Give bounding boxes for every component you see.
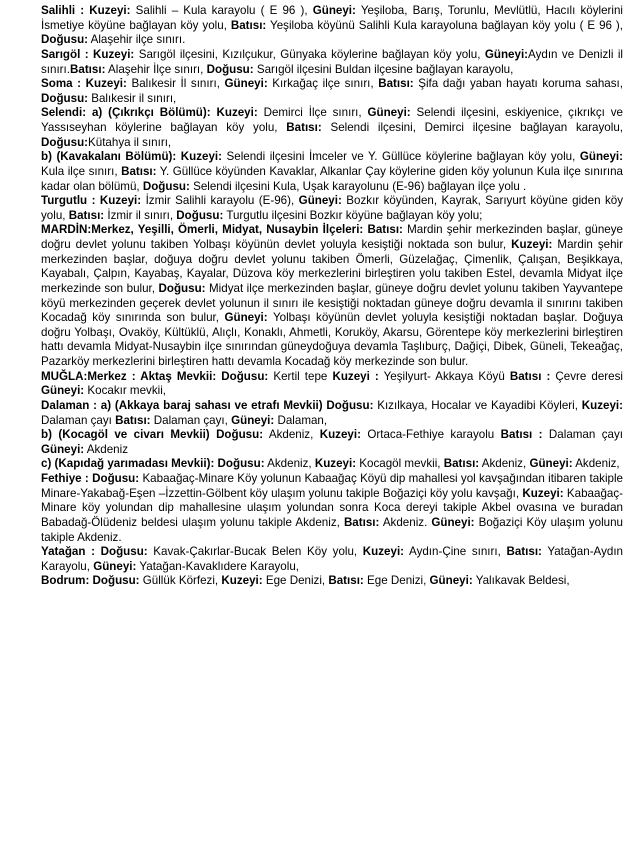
text-segment: Kabaağaç-Minare köy yolundan dip mahallesine ulaşım yolundan sonra Koca dereyi takiple Akbel ovasına ve buradan Babadağ-Ölüdeniz beldesi ulaşım yolunu takiple Akdeniz, [41, 486, 623, 529]
bold-segment: Doğusu: [158, 281, 206, 295]
bold-segment: Batısı: [121, 164, 157, 178]
paragraph [7, 370, 623, 399]
bold-segment: Merkez, Yeşilli, Ömerli, Midyat, Nusaybin İlçeleri: [91, 223, 368, 237]
paragraph-text [7, 457, 623, 472]
text-segment: Akdeniz [84, 442, 128, 456]
text-segment: Dalaman çayı [542, 428, 623, 442]
text-segment: Kavak-Çakırlar-Bucak Belen Köy yolu, [147, 545, 363, 559]
text-segment: Kızılkaya, Hocalar ve Kayadibi Köyleri, [373, 398, 582, 412]
paragraph-text [7, 106, 623, 150]
bold-segment: Soma : [41, 77, 86, 91]
bold-segment: Güneyi: [41, 384, 85, 398]
paragraph-text [7, 472, 623, 545]
paragraph-text [7, 194, 623, 223]
text-segment: İzmir Salihli karayolu (E-96), [141, 194, 299, 208]
bold-segment: Yatağan : [41, 545, 101, 559]
text-segment: Selendi ilçesini İmceler ve Y. Güllüce köylerine bağlayan köy yolu, [222, 150, 580, 164]
paragraph-text [7, 428, 623, 457]
bold-segment: Güneyi: [484, 47, 529, 61]
text-segment: Yalıkavak Beldesi, [472, 574, 570, 588]
bold-segment: Doğusu: [217, 457, 265, 471]
bold-segment: Güneyi: [579, 150, 624, 164]
bold-segment: Batısı: [70, 62, 106, 76]
paragraph [7, 4, 623, 48]
bold-segment: Kuzeyi: [221, 574, 263, 588]
bold-segment: Kuzeyi: [180, 150, 223, 164]
text-segment: Yeşilyurt- Akkaya Köyü [378, 369, 510, 383]
bold-segment: Kuzeyi: [99, 194, 142, 208]
bold-segment: Güneyi: [41, 442, 85, 456]
bold-segment: Batısı: [328, 574, 364, 588]
text-segment: Yeşiloba köyünü Salihli Kula karayoluna bağlayan köy yolu ( E 96 ), [266, 18, 623, 32]
bold-segment: Batısı: [343, 515, 380, 529]
text-segment: Dalaman, [274, 413, 328, 427]
text-segment: Kula ilçe sınırı, [41, 164, 122, 178]
paragraph-text [7, 4, 623, 48]
paragraph [7, 223, 623, 369]
text-segment: Yatağan-Aydın Karayolu, [41, 545, 623, 573]
bold-segment: Kuzeyi: [511, 238, 553, 251]
text-segment: Kertil tepe [268, 369, 333, 383]
text-segment: Kırkağaç ilçe sınırı, [267, 77, 379, 91]
paragraph [7, 457, 623, 472]
text-segment: Sarıgöl ilçesini, Kızılçukur, Günyaka köylerine bağlayan köy yolu, [134, 47, 485, 61]
text-segment: Demirci İlçe sınırı, [257, 106, 368, 120]
text-segment: Akdeniz, [479, 457, 530, 471]
bold-segment: MARDİN [41, 223, 88, 237]
bold-segment: Doğusu: [41, 91, 89, 105]
paragraph-text [7, 399, 623, 428]
text-segment: Şifa dağı yaban hayatı koruma sahası, [413, 77, 623, 91]
text-segment: Çevre deresi [550, 369, 623, 383]
bold-segment: Güneyi: [431, 515, 475, 529]
text-segment: Kütahya il sınırı, [88, 135, 172, 149]
text-segment: Turgutlu ilçesini Bozkır köyüne bağlayan köy yolu; [223, 208, 483, 222]
bold-segment: Batısı: [443, 457, 480, 471]
bold-segment: Güneyi: [367, 106, 411, 120]
text-segment: Bozkır köyünden, Kayrak, Sarıyurt köyüne giden köy yolu, [41, 194, 624, 222]
text-segment: Aydın ve Denizli il sınırı. [41, 47, 623, 76]
bold-segment: Kuzeyi: [85, 77, 127, 91]
text-segment: İzmir il sınırı, [104, 208, 177, 222]
bold-segment: Batısı : [509, 369, 551, 383]
bold-segment: Doğusu: [100, 545, 148, 559]
paragraph [7, 472, 623, 545]
paragraph-text [7, 545, 623, 574]
bold-segment: Güneyi: [224, 77, 268, 91]
text-segment: Midyat ilçe merkezinden başlar, güneye doğru devlet yolunu takiben Yayvantepe köyü merkezinden geçerek devlet yolunun il sınırı ile kesiştiği noktadan güneye doğru devamla il sınırını takiben Kocadağ köy sınırında son bulur, [41, 281, 623, 325]
bold-segment: Kuzeyi: [362, 545, 405, 559]
paragraph-text [7, 223, 623, 369]
paragraph [7, 106, 623, 150]
bold-segment: c) (Kapıdağ yarımadası Mevkii): [41, 457, 218, 471]
bold-segment: Güneyi: [224, 311, 268, 325]
paragraph-text [7, 77, 623, 106]
text-segment: Yeşiloba, Barış, Torunlu, Mevlütlü, Hacılı köylerini İsmetiye köyüne bağlayan köy yolu, [41, 4, 623, 32]
bold-segment: Kuzeyi : [332, 369, 379, 383]
bold-segment: Kuzeyi: [93, 47, 135, 61]
paragraph [7, 150, 623, 194]
bold-segment: Güneyi: [429, 574, 473, 588]
bold-segment: : [87, 223, 92, 237]
text-segment: Y. Güllüce köyünden Kavaklar, Alkanlar Çay köylerine giden köy yolunun Kula ilçe sınırına kadar olan bölümü, [41, 164, 623, 193]
paragraph-text [7, 150, 623, 194]
text-segment: Boğaziçi Köy ulaşım yolunu takiple Akdeniz. [41, 515, 623, 544]
bold-segment: b) (Kavakalanı Bölümü): [41, 150, 181, 164]
bold-segment: Batısı : [500, 428, 543, 442]
bold-segment: Güneyi: [529, 457, 573, 471]
bold-segment: Güneyi: [231, 413, 275, 427]
paragraph-text [7, 370, 623, 399]
bold-segment: Kuzeyi: [89, 4, 131, 17]
bold-segment: Doğusu: [216, 428, 264, 442]
text-segment: Dalaman çayı, [150, 413, 232, 427]
bold-segment: Doğusu: [41, 33, 89, 47]
paragraph-text [7, 48, 623, 77]
text-segment: Alaşehir İlçe sınırı, [105, 62, 207, 76]
text-segment: Akdeniz, [572, 457, 620, 471]
text-segment: Balıkesir il sınırı, [88, 91, 177, 105]
text-segment: Balıkesir İl sınırı, [126, 77, 225, 91]
bold-segment: MUĞLA:Merkez : Aktaş Mevkii: [41, 369, 222, 383]
bold-segment: Güneyi: [312, 4, 356, 17]
bold-segment: Doğusu: [221, 369, 269, 383]
paragraph [7, 399, 623, 428]
paragraph [7, 194, 623, 223]
text-segment: Akdeniz, [264, 457, 315, 471]
bold-segment: Fethiye : [41, 472, 93, 485]
paragraph [7, 428, 623, 457]
text-segment: Selendi ilçesini, Demirci ilçesine bağlayan karayolu, [321, 121, 623, 134]
text-segment: Aydın-Çine sınırı, [404, 545, 507, 559]
bold-segment: Batısı: [230, 18, 267, 32]
text-segment: Kabaağaç-Minare Köy yolunun Kabaağaç Köyü dip mahallesi yol kavşağından itibaren takiple Minare-Yakabağ-Eşen –İzzettin-Gölbent köy ulaşım yolunu takiple Boğaziçi köy yolu kavşağı, [41, 472, 623, 500]
bold-segment: Kuzeyi: [522, 486, 564, 500]
bold-segment: Doğusu: [92, 472, 140, 485]
text-segment: Ege Denizi, [363, 574, 430, 588]
bold-segment: Doğusu: [176, 208, 224, 222]
text-segment: Ortaca-Fethiye karayolu [360, 428, 501, 442]
bold-segment: Batısı: [286, 121, 322, 134]
paragraph [7, 77, 623, 106]
text-segment: Mardin şehir merkezinden başlar, doğuya doğru devlet yolunu takiben Ömerli, Güzelağaç, Çimenlik, Çalışan, Beşikkaya, Kayabalı, Çalpın, Kayabaş, Kayalar, Düzova köy merkezlerini birleştiren yolu takiben Estel, devamla Midyat ilçe merkezinde son bulur, [41, 238, 623, 295]
text-segment: Yatağan-Kavaklıdere Karayolu, [136, 559, 300, 573]
bold-segment: Doğusu: [92, 574, 140, 588]
paragraph [7, 48, 623, 77]
text-segment: Selendi ilçesini Kula, Uşak karayolunu (E-96) bağlayan ilçe yolu . [189, 179, 527, 193]
bold-segment: b) (Kocagöl ve civarı Mevkii) [41, 428, 217, 442]
bold-segment: Kuzeyi: [216, 106, 258, 120]
bold-segment: Doğusu: [41, 135, 89, 149]
paragraph [7, 545, 623, 574]
bold-segment: Doğusu: [326, 398, 374, 412]
text-segment: Yolbaşı köyünün devlet yoluyla kesiştiği noktadan başlar. Doğuya doğru Yolbaşı, Ovaköy, Kültüklü, Alıçlı, Konaklı, Ahmetli, Koruköy, Akarsu, Görentepe köy merkezlerini birleştiren hattı devamla Midyat-Nusaybin ilçe sınırından güneydoğuya devamla Taşlıburç, Dağiçi, Dibek, Güneli, Tekeağaç, Pazarköy merkezlerini birleştiren hattı devamla Kocadağ köy merkezinde son bulur. [41, 311, 623, 368]
bold-segment: Kuzeyi: [314, 457, 357, 471]
text-segment: Alaşehir ilçe sınırı. [88, 33, 186, 47]
bold-segment: Sarıgöl : [41, 47, 94, 61]
text-segment: Selendi ilçesini, eskiyenice, çıkrıkçı ve Yassıseyhan köylerine bağlayan köy yolu, [41, 106, 623, 134]
text-segment: Akdeniz. [379, 515, 432, 529]
bold-segment: Turgutlu : [41, 194, 100, 208]
text-segment: Salihli – Kula karayolu ( E 96 ), [130, 4, 313, 17]
bold-segment: Dalaman : a) (Akkaya baraj sahası ve etrafı Mevkii) [41, 398, 327, 412]
text-segment: Sarıgöl ilçesini Buldan ilçesine bağlayan karayolu, [253, 62, 514, 76]
bold-segment: Kuzeyi: [319, 428, 361, 442]
paragraph-text [7, 574, 623, 589]
bold-segment: Doğusu: [142, 179, 190, 193]
bold-segment: Salihli : [41, 4, 90, 17]
bold-segment: Batısı: [378, 77, 414, 91]
bold-segment: Bodrum: [41, 574, 93, 588]
bold-segment: Güneyi: [93, 559, 137, 573]
text-segment: Kocagöl mevkii, [356, 457, 444, 471]
bold-segment: Doğusu: [206, 62, 254, 76]
text-segment: Dalaman çayı [41, 413, 116, 427]
bold-segment: Batısı: [367, 223, 403, 237]
bold-segment: Güneyi: [298, 194, 342, 208]
bold-segment: Selendi: a) (Çıkrıkçı Bölümü): [41, 106, 217, 120]
text-segment: Güllük Körfezi, [139, 574, 222, 588]
text-segment: Akdeniz, [263, 428, 320, 442]
bold-segment: Kuzeyi: [581, 398, 623, 412]
bold-segment: Batısı: [506, 545, 542, 559]
text-segment: Kocakır mevkii, [84, 384, 166, 398]
bold-segment: Batısı: [115, 413, 151, 427]
paragraph [7, 574, 623, 589]
bold-segment: Batısı: [68, 208, 105, 222]
text-segment: Mardin şehir merkezinden başlar, güneye doğru devlet yolunu takiben Yolbaşı köyünün devlet yoluyla kesiştiği noktada son bulur, [41, 223, 623, 251]
text-segment: Ege Denizi, [262, 574, 329, 588]
